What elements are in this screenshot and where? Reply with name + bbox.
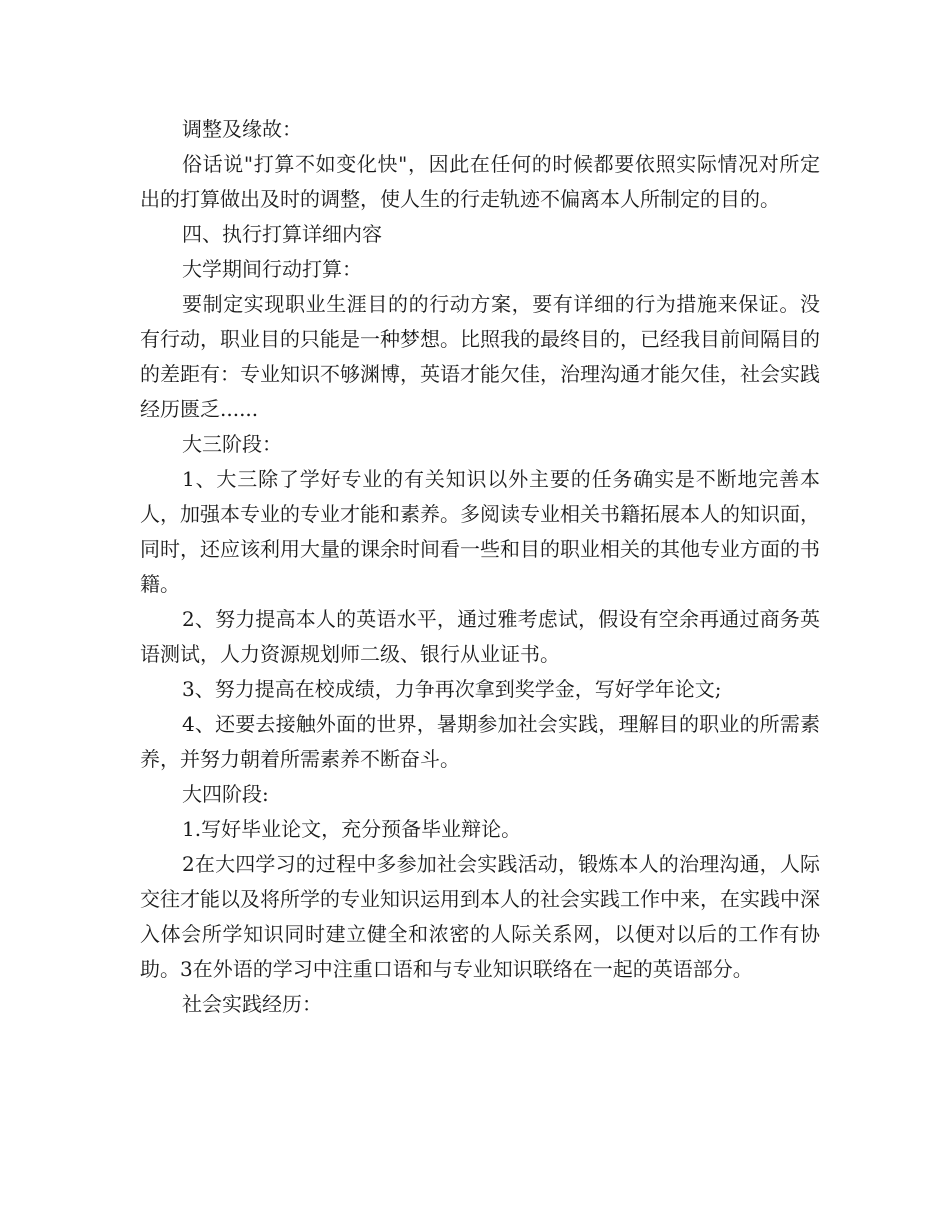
list-item-junior-1: 1、大三除了学好专业的有关知识以外主要的任务确实是不断地完善本人，加强本专业的专业才能和素养。多阅读专业相关书籍拓展本人的知识面，同时，还应该利用大量的课余时间看一些和目的职业相关的其他专业方面的书籍。 bbox=[140, 467, 820, 596]
paragraph-adjustment-reason: 俗话说"打算不如变化快"，因此在任何的时候都要依照实际情况对所定出的打算做出及时的调整，使人生的行走轨迹不偏离本人所制定的目的。 bbox=[140, 152, 820, 211]
paragraph-adjustment-heading: 调整及缘故： bbox=[182, 117, 302, 141]
paragraph-social-practice-heading: 社会实践经历： bbox=[182, 992, 322, 1016]
list-item-junior-3: 3、努力提高在校成绩，力争再次拿到奖学金，写好学年论文; bbox=[182, 677, 722, 701]
document-page bbox=[140, 112, 820, 1022]
paragraph-senior-year-heading: 大四阶段: bbox=[182, 782, 269, 806]
paragraph-university-action-plan-heading: 大学期间行动打算： bbox=[182, 257, 362, 281]
list-item-senior-1: 1.写好毕业论文，充分预备毕业辩论。 bbox=[182, 817, 522, 841]
list-item-junior-2: 2、努力提高本人的英语水平，通过雅考虑试，假设有空余再通过商务英语测试，人力资源规划师二级、银行从业证书。 bbox=[140, 607, 820, 666]
section-heading-execution-plan: 四、执行打算详细内容 bbox=[182, 222, 382, 246]
paragraph-action-plan-body: 要制定实现职业生涯目的的行动方案，要有详细的行为措施来保证。没有行动，职业目的只能是一种梦想。比照我的最终目的，已经我目前间隔目的的差距有：专业知识不够渊博，英语才能欠佳，治理沟通才能欠佳，社会实践经历匮乏...... bbox=[140, 292, 820, 421]
paragraph-junior-year-heading: 大三阶段： bbox=[182, 432, 282, 456]
list-item-senior-2: 2在大四学习的过程中多参加社会实践活动，锻炼本人的治理沟通，人际交往才能以及将所学的专业知识运用到本人的社会实践工作中来，在实践中深入体会所学知识同时建立健全和浓密的人际关系网，以便对以后的工作有协助。3在外语的学习中注重口语和与专业知识联络在一起的英语部分。 bbox=[140, 852, 820, 981]
list-item-junior-4: 4、还要去接触外面的世界，暑期参加社会实践，理解目的职业的所需素养，并努力朝着所需素养不断奋斗。 bbox=[140, 712, 820, 771]
